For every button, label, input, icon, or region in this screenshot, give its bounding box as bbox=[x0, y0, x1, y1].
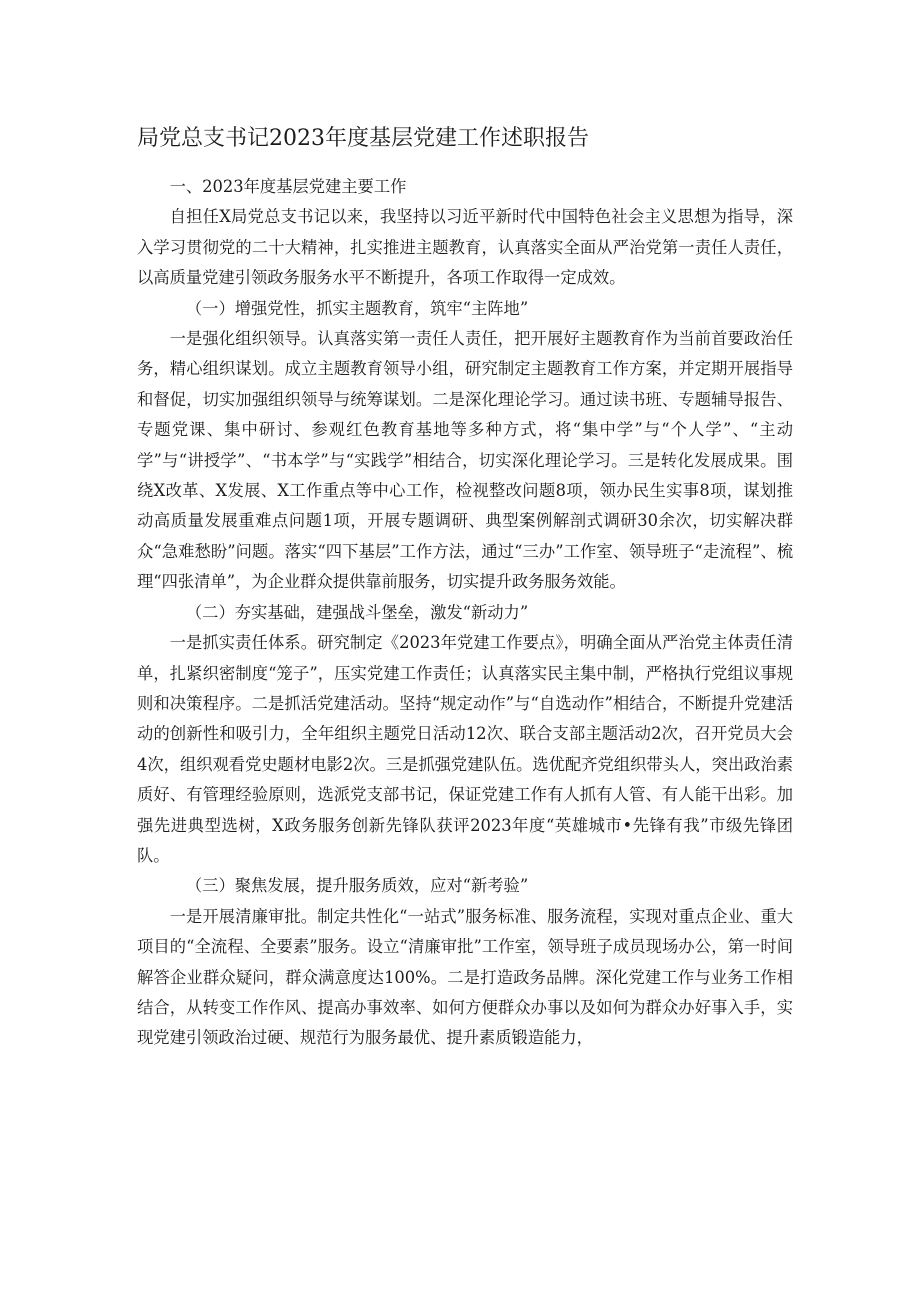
subsection-heading: （三）聚焦发展，提升服务质效，应对“新考验” bbox=[185, 876, 529, 896]
body-paragraph: 一是抓实责任体系。研究制定《2023年党建工作要点》，明确全面从严治党主体责任清单，扎紧织密制度“笼子”，压实党建工作责任；认真落实民主集中制，严格执行党组议事规则和决策程序。二是抓活党建活动。坚持“规定动作”与“自选动作”相结合，不断提升党建活动的创新性和吸引力，全年组织主题党日活动12次、联合支部主题活动2次，召开党员大会4次，组织观看党史题材电影2次。三是抓强党建队伍。选优配齐党组织带头人，突出政治素质好、有管理经验原则，选派党支部书记，保证党建工作有人抓有人管、有人能干出彩。加强先进典型选树，X政务服务创新先锋队获评2023年度“英雄城市•先锋有我”市级先锋团队。 bbox=[137, 633, 793, 865]
body-paragraph: 自担任X局党总支书记以来，我坚持以习近平新时代中国特色社会主义思想为指导，深入学习贯彻党的二十大精神，扎实推进主题教育，认真落实全面从严治党第一责任人责任，以高质量党建引领政务服务水平不断提升，各项工作取得一定成效。 bbox=[137, 207, 793, 288]
subsection-heading: （一）增强党性，抓实主题教育，筑牢“主阵地” bbox=[185, 298, 529, 318]
document-title: 局党总支书记2023年度基层党建工作述职报告 bbox=[137, 126, 589, 151]
subsection-heading: （二）夯实基础，建强战斗堡垒，激发“新动力” bbox=[185, 602, 529, 622]
body-paragraph: 一是开展清廉审批。制定共性化“一站式”服务标准、服务流程，实现对重点企业、重大项目的“全流程、全要素”服务。设立“清廉审批”工作室，领导班子成员现场办公，第一时间解答企业群众疑问，群众满意度达100%。二是打造政务品牌。深化党建工作与业务工作相结合，从转变工作作风、提高办事效率、如何方便群众办事以及如何为群众办好事入手，实现党建引领政治过硬、规范行为服务最优、提升素质锻造能力， bbox=[137, 906, 793, 1048]
section-heading: 一、2023年度基层党建主要工作 bbox=[169, 177, 407, 196]
document-body bbox=[137, 172, 793, 1054]
body-paragraph: 一是强化组织领导。认真落实第一责任人责任，把开展好主题教育作为当前首要政治任务，精心组织谋划。成立主题教育领导小组，研究制定主题教育工作方案，并定期开展指导和督促，切实加强组织领导与统筹谋划。二是深化理论学习。通过读书班、专题辅导报告、专题党课、集中研讨、参观红色教育基地等多种方式，将“集中学”与“个人学”、“主动学”与“讲授学”、“书本学”与“实践学”相结合，切实深化理论学习。三是转化发展成果。围绕X改革、X发展、X工作重点等中心工作，检视整改问题8项，领办民生实事8项，谋划推动高质量发展重难点问题1项，开展专题调研、典型案例解剖式调研30余次，切实解决群众“急难愁盼”问题。落实“四下基层”工作方法，通过“三办”工作室、领导班子“走流程”、梳理“四张清单”，为企业群众提供靠前服务，切实提升政务服务效能。 bbox=[137, 329, 793, 592]
